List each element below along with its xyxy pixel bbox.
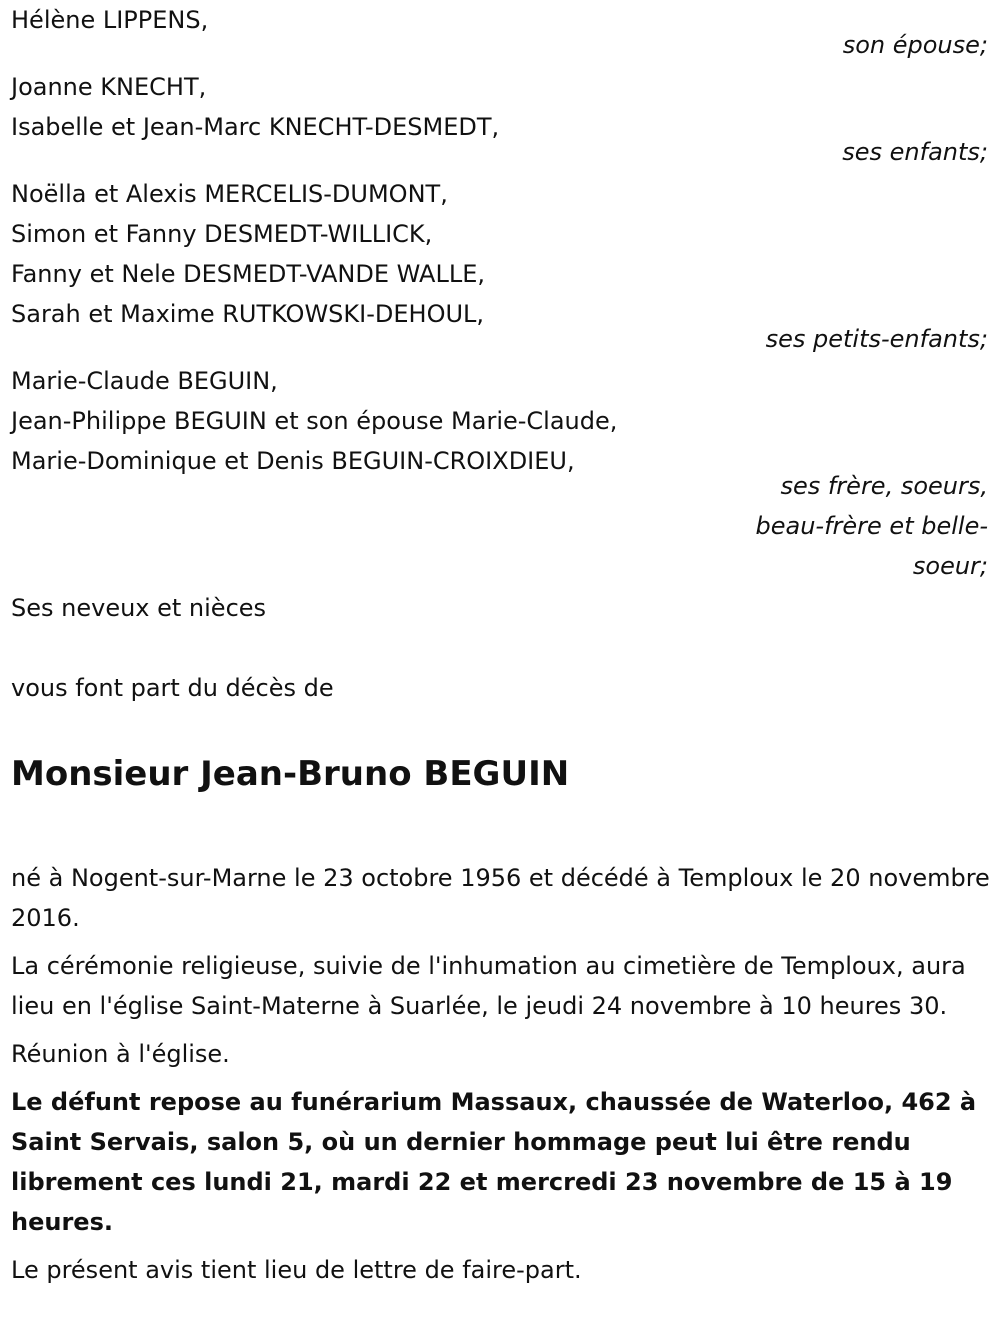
family-name: Sarah et Maxime RUTKOWSKI-DEHOUL, (11, 300, 485, 328)
reunion-paragraph: Réunion à l'église. (11, 1040, 230, 1068)
family-group-grandchildren (11, 174, 990, 359)
family-name: Marie-Dominique et Denis BEGUIN-CROIXDIEU, (11, 447, 575, 475)
notice-paragraph: Le présent avis tient lieu de lettre de faire-part. (11, 1256, 582, 1284)
family-group-children (11, 67, 990, 172)
family-role: ses frère, soeurs, (780, 472, 988, 500)
funerarium-paragraph: Le défunt repose au funérarium Massaux, chaussée de Waterloo, 462 à Saint Servais, salon 5, où un dernier hommage peut lui être rendu librement ces lundi 21, mardi 22 et mercredi 23 novembre de 15 à 19 heures. (11, 1088, 977, 1236)
family-name: Joanne KNECHT, (11, 73, 207, 101)
family-name: Fanny et Nele DESMEDT-VANDE WALLE, (11, 260, 485, 288)
ceremony-paragraph: La cérémonie religieuse, suivie de l'inhumation au cimetière de Temploux, aura lieu en l'église Saint-Materne à Suarlée, le jeudi 24 novembre à 10 heures 30. (11, 952, 966, 1020)
birth-death-paragraph: né à Nogent-sur-Marne le 23 octobre 1956 et décédé à Temploux le 20 novembre 2016. (11, 864, 990, 932)
family-name: Isabelle et Jean-Marc KNECHT-DESMEDT, (11, 113, 500, 141)
deceased-name: Monsieur Jean-Bruno BEGUIN (11, 754, 570, 794)
family-role: son épouse; (842, 31, 988, 59)
family-role: beau-frère et belle- (755, 512, 988, 540)
family-name: Simon et Fanny DESMEDT-WILLICK, (11, 220, 433, 248)
nephews-line: Ses neveux et nièces (11, 594, 267, 622)
family-group-siblings (11, 361, 990, 586)
family-role: soeur; (912, 552, 988, 580)
family-name: Jean-Philippe BEGUIN et son épouse Marie-Claude, (11, 407, 618, 435)
family-name: Noëlla et Alexis MERCELIS-DUMONT, (11, 180, 448, 208)
spacer (11, 628, 990, 668)
family-role: ses petits-enfants; (765, 325, 988, 353)
family-group-spouse (11, 0, 990, 65)
family-role: ses enfants; (842, 138, 988, 166)
announce-line: vous font part du décès de (11, 674, 334, 702)
family-name: Hélène LIPPENS, (11, 6, 209, 34)
family-name: Marie-Claude BEGUIN, (11, 367, 278, 395)
